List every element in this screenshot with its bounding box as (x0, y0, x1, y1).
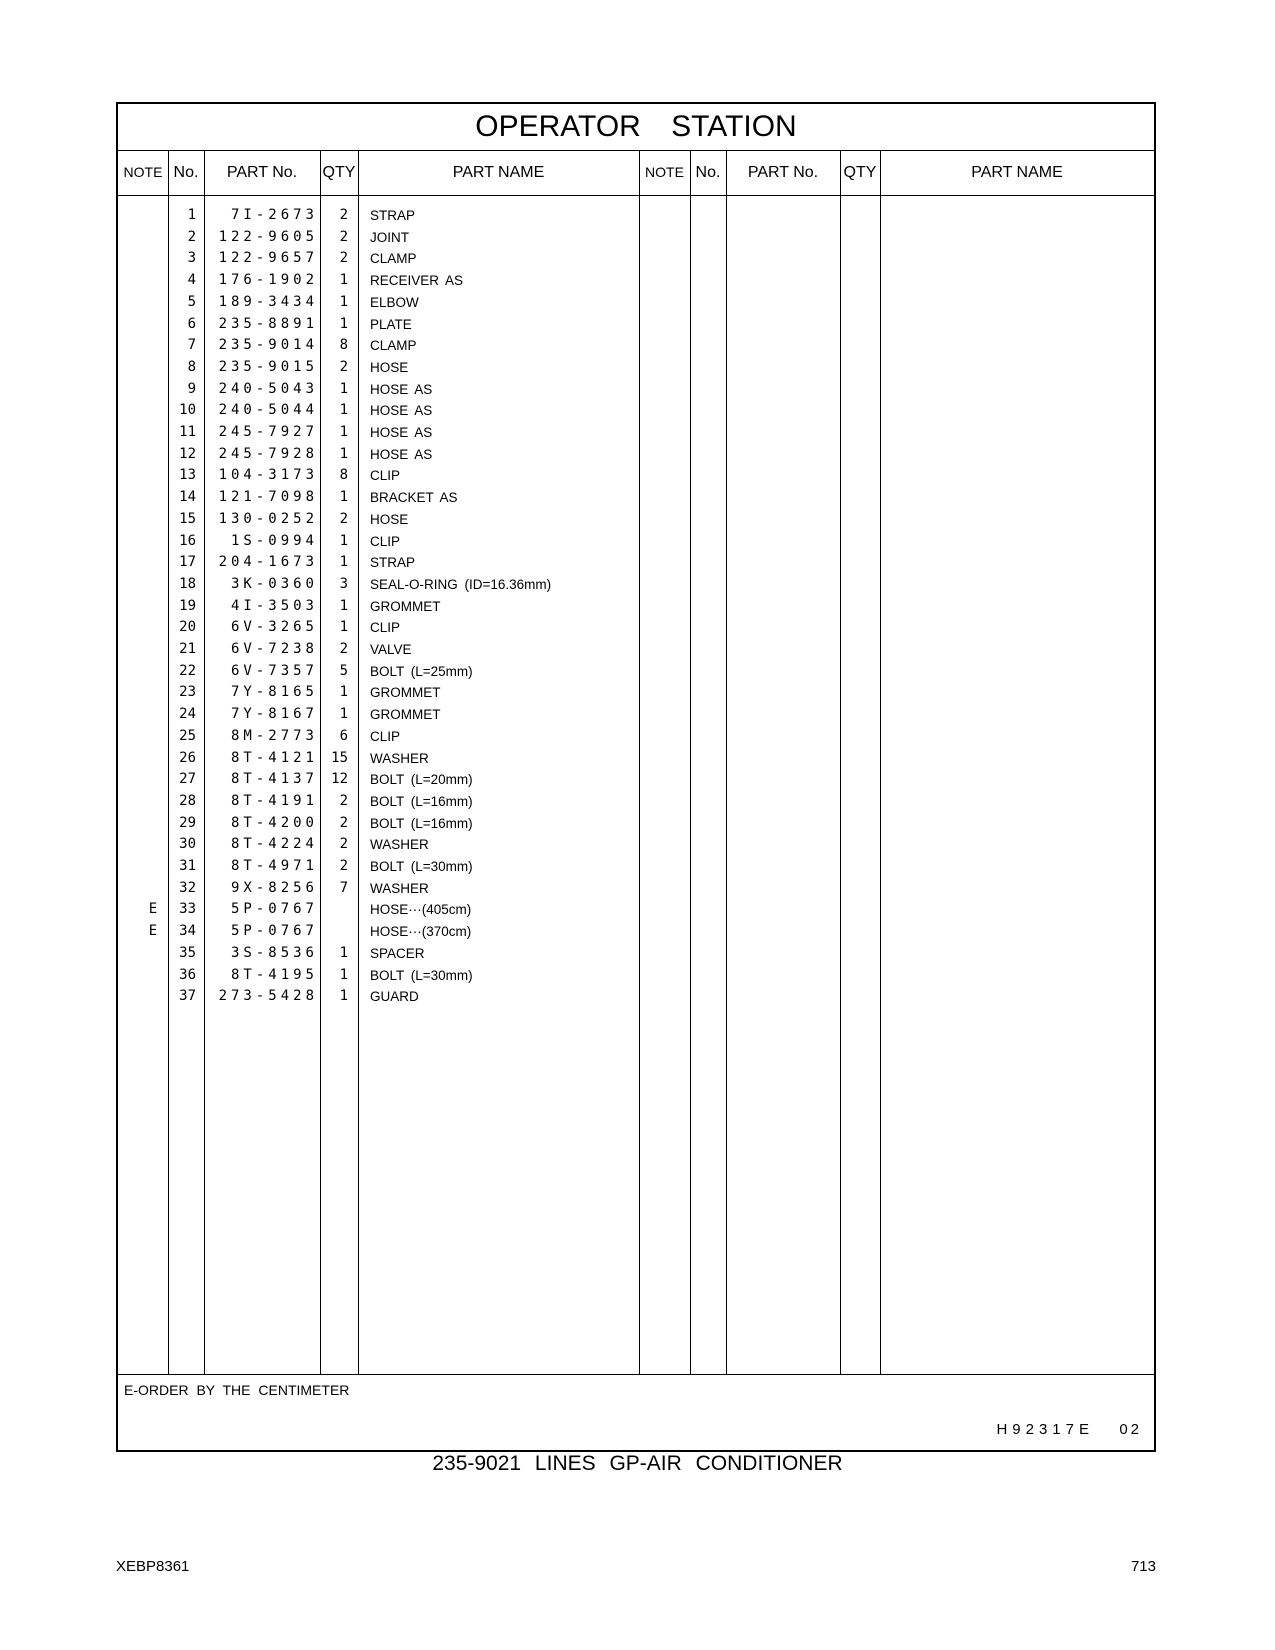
table-row (118, 791, 638, 813)
row-quantity: 2 (339, 207, 348, 223)
table-row (118, 726, 638, 748)
row-part-name: CLIP (370, 728, 401, 744)
row-part-number: 7Y-8167 (230, 706, 318, 723)
header-part-no: PART No. (226, 164, 298, 181)
header-qty: QTY (322, 164, 356, 181)
footnote: E-ORDER BY THE CENTIMETER (124, 1382, 350, 1398)
row-part-name: CLIP (370, 468, 401, 484)
row-number: 34 (179, 923, 196, 940)
table-row (118, 639, 638, 661)
row-part-number: 122-9605 (218, 228, 318, 245)
row-quantity: 8 (339, 337, 348, 354)
row-part-number: 176-1902 (218, 272, 318, 289)
parts-table-frame (116, 102, 1156, 1452)
table-row (118, 357, 638, 379)
row-note: E (148, 901, 158, 918)
row-quantity: 12 (331, 771, 348, 788)
row-quantity: 1 (339, 532, 348, 549)
row-part-name: STRAP (370, 208, 416, 223)
row-quantity: 1 (339, 315, 348, 332)
table-row (118, 748, 638, 770)
row-quantity: 2 (339, 641, 348, 657)
table-row (118, 552, 638, 574)
row-number: 14 (179, 489, 196, 506)
table-row (118, 921, 638, 943)
row-part-name: ELBOW (370, 294, 419, 310)
row-part-number: 104-3173 (218, 467, 318, 484)
row-quantity: 1 (339, 988, 348, 1005)
row-part-number: 245-7928 (218, 445, 318, 462)
column-divider (880, 150, 881, 1375)
row-part-number: 235-9015 (218, 358, 318, 375)
table-row (118, 965, 638, 987)
table-row (118, 531, 638, 553)
table-row (118, 509, 638, 531)
row-part-name: HOSE (370, 511, 409, 527)
row-part-name: GROMMET (370, 685, 441, 701)
row-quantity: 1 (339, 684, 348, 701)
table-row (118, 813, 638, 835)
table-row (118, 704, 638, 726)
row-part-name: SPACER (370, 945, 425, 961)
row-quantity: 1 (339, 554, 348, 571)
row-part-number: 204-1673 (218, 554, 318, 571)
row-quantity: 1 (339, 966, 348, 983)
row-number: 23 (179, 684, 196, 701)
row-part-number: 189-3434 (218, 293, 318, 310)
row-quantity: 1 (339, 380, 348, 397)
row-number: 13 (179, 467, 196, 484)
row-part-number: 7I-2673 (230, 207, 318, 223)
row-quantity: 2 (339, 836, 348, 853)
row-part-number: 3S-8536 (230, 944, 318, 961)
row-number: 15 (179, 510, 196, 527)
row-part-number: 7Y-8165 (230, 684, 318, 701)
row-number: 21 (179, 641, 196, 657)
table-row (118, 270, 638, 292)
row-quantity: 2 (339, 814, 348, 831)
table-row (118, 379, 638, 401)
row-quantity: 1 (339, 597, 348, 614)
header-no-right: No. (695, 164, 721, 181)
row-part-name: HOSE (370, 359, 409, 375)
row-part-number: 3K-0360 (230, 575, 318, 592)
row-number: 33 (179, 901, 196, 918)
row-number: 32 (179, 879, 196, 896)
row-part-number: 121-7098 (218, 489, 318, 506)
page-number: 713 (1130, 1558, 1156, 1575)
row-number: 30 (179, 836, 196, 853)
row-quantity: 1 (339, 944, 348, 961)
row-part-number: 5P-0767 (230, 923, 318, 940)
row-part-name: HOSE AS (370, 403, 433, 419)
row-quantity: 1 (339, 445, 348, 462)
row-part-number: 122-9657 (218, 250, 318, 267)
row-part-name: WASHER (370, 750, 429, 766)
table-row (118, 400, 638, 422)
row-part-name: SEAL-O-RING (ID=16.36mm) (370, 576, 552, 592)
row-part-number: 8M-2773 (230, 727, 318, 744)
header-part-no-right: PART No. (747, 164, 819, 181)
row-part-name: GROMMET (370, 598, 441, 614)
row-part-number: 240-5043 (218, 380, 318, 397)
row-quantity: 2 (339, 510, 348, 527)
row-part-number: 245-7927 (218, 424, 318, 440)
row-number: 2 (187, 228, 196, 245)
table-row (118, 661, 638, 683)
row-part-name: CLAMP (370, 251, 417, 267)
revision-number: 02 (1119, 1421, 1142, 1438)
header-note-right: NOTE (645, 164, 684, 180)
row-quantity: 2 (339, 228, 348, 245)
table-row (118, 465, 638, 487)
header-part-name: PART NAME (452, 164, 545, 181)
row-quantity: 5 (339, 662, 348, 679)
table-row (118, 487, 638, 509)
row-number: 8 (187, 358, 196, 375)
row-part-number: 4I-3503 (230, 597, 318, 614)
row-quantity: 1 (339, 402, 348, 419)
row-part-name: CLIP (370, 533, 401, 549)
header-note: NOTE (123, 164, 163, 180)
column-divider (690, 150, 691, 1375)
footer-divider (118, 1374, 1154, 1375)
row-number: 6 (187, 315, 196, 332)
row-part-number: 1S-0994 (230, 532, 318, 549)
table-row (118, 899, 638, 921)
row-quantity: 15 (331, 749, 348, 766)
row-quantity: 7 (339, 879, 348, 896)
row-quantity: 1 (339, 489, 348, 506)
row-part-name: HOSE···(405cm) (370, 902, 472, 918)
row-quantity: 1 (339, 272, 348, 289)
row-part-name: BRACKET AS (370, 490, 458, 506)
row-part-number: 8T-4971 (230, 858, 318, 874)
row-number: 1 (187, 207, 196, 223)
row-number: 10 (179, 402, 196, 419)
row-number: 24 (179, 706, 196, 723)
row-part-name: JOINT (370, 229, 409, 245)
table-row (118, 574, 638, 596)
header-qty-right: QTY (843, 164, 877, 181)
row-part-number: 240-5044 (218, 402, 318, 419)
row-part-name: GROMMET (370, 707, 441, 723)
column-divider (726, 150, 727, 1375)
row-part-name: HOSE AS (370, 446, 433, 462)
row-number: 5 (187, 293, 196, 310)
row-quantity: 8 (339, 467, 348, 484)
document-id: XEBP8361 (116, 1558, 190, 1575)
row-number: 29 (179, 814, 196, 831)
row-part-number: 235-8891 (218, 315, 318, 332)
table-row (118, 314, 638, 336)
row-number: 18 (179, 575, 196, 592)
row-part-name: BOLT (L=16mm) (370, 815, 473, 831)
row-part-name: WASHER (370, 880, 429, 896)
group-title: 235-9021 LINES GP-AIR CONDITIONER (432, 1452, 843, 1475)
table-row (118, 292, 638, 314)
row-part-name: BOLT (L=25mm) (370, 663, 473, 679)
row-quantity: 1 (339, 619, 348, 636)
row-part-number: 130-0252 (218, 510, 318, 527)
row-number: 11 (179, 424, 196, 440)
row-quantity: 1 (339, 706, 348, 723)
row-note: E (148, 923, 158, 940)
row-part-number: 235-9014 (218, 337, 318, 354)
row-number: 16 (179, 532, 196, 549)
row-number: 19 (179, 597, 196, 614)
table-row (118, 422, 638, 444)
row-part-name: HOSE AS (370, 381, 433, 397)
row-quantity: 6 (339, 727, 348, 744)
row-part-number: 6V-7238 (230, 641, 318, 657)
row-number: 37 (179, 988, 196, 1005)
table-row (118, 227, 638, 249)
table-row (118, 769, 638, 791)
table-row (118, 878, 638, 900)
row-quantity: 2 (339, 250, 348, 267)
row-part-number: 5P-0767 (230, 901, 318, 918)
row-number: 20 (179, 619, 196, 636)
row-quantity: 2 (339, 858, 348, 874)
row-part-number: 8T-4224 (230, 836, 318, 853)
row-part-name: WASHER (370, 837, 429, 853)
row-part-number: 8T-4137 (230, 771, 318, 788)
row-quantity: 2 (339, 358, 348, 375)
row-number: 3 (187, 250, 196, 267)
row-part-name: BOLT (L=30mm) (370, 859, 473, 874)
row-quantity: 1 (339, 424, 348, 440)
row-part-number: 8T-4200 (230, 814, 318, 831)
row-number: 27 (179, 771, 196, 788)
table-row (118, 856, 638, 878)
table-row (118, 986, 638, 1008)
table-row (118, 248, 638, 270)
table-row (118, 205, 638, 227)
row-part-number: 8T-4121 (230, 749, 318, 766)
row-number: 36 (179, 966, 196, 983)
row-number: 28 (179, 792, 196, 809)
table-row (118, 943, 638, 965)
row-part-number: 6V-3265 (230, 619, 318, 636)
row-part-name: STRAP (370, 555, 416, 571)
row-part-name: HOSE AS (370, 425, 433, 440)
row-part-name: BOLT (L=20mm) (370, 772, 473, 788)
row-number: 4 (187, 272, 196, 289)
table-row (118, 682, 638, 704)
row-number: 7 (187, 337, 196, 354)
row-number: 26 (179, 749, 196, 766)
column-divider (840, 150, 841, 1375)
row-part-number: 8T-4195 (230, 966, 318, 983)
row-part-number: 6V-7357 (230, 662, 318, 679)
row-part-name: HOSE···(370cm) (370, 924, 472, 940)
row-part-name: BOLT (L=16mm) (370, 793, 473, 809)
row-number: 31 (179, 858, 196, 874)
header-part-name-right: PART NAME (971, 164, 1063, 181)
row-part-name: BOLT (L=30mm) (370, 967, 473, 983)
row-quantity: 2 (339, 792, 348, 809)
table-row (118, 834, 638, 856)
row-part-name: VALVE (370, 642, 412, 657)
row-part-number: 9X-8256 (230, 879, 318, 896)
row-number: 25 (179, 727, 196, 744)
row-number: 9 (187, 380, 196, 397)
row-quantity: 3 (339, 575, 348, 592)
row-part-name: CLIP (370, 620, 401, 636)
row-part-name: GUARD (370, 989, 419, 1005)
table-row (118, 617, 638, 639)
row-part-number: 273-5428 (218, 988, 318, 1005)
table-title: OPERATOR STATION (118, 104, 1154, 151)
table-row (118, 335, 638, 357)
row-number: 12 (179, 445, 196, 462)
row-part-name: CLAMP (370, 338, 417, 354)
row-number: 22 (179, 662, 196, 679)
row-part-number: 8T-4191 (230, 792, 318, 809)
table-row (118, 444, 638, 466)
row-number: 17 (179, 554, 196, 571)
drawing-code: H92317E (996, 1421, 1094, 1438)
row-part-name: RECEIVER AS (370, 273, 464, 289)
table-row (118, 596, 638, 618)
row-part-name: PLATE (370, 316, 412, 332)
row-quantity: 1 (339, 293, 348, 310)
row-number: 35 (179, 944, 196, 961)
header-no: No. (173, 164, 199, 181)
